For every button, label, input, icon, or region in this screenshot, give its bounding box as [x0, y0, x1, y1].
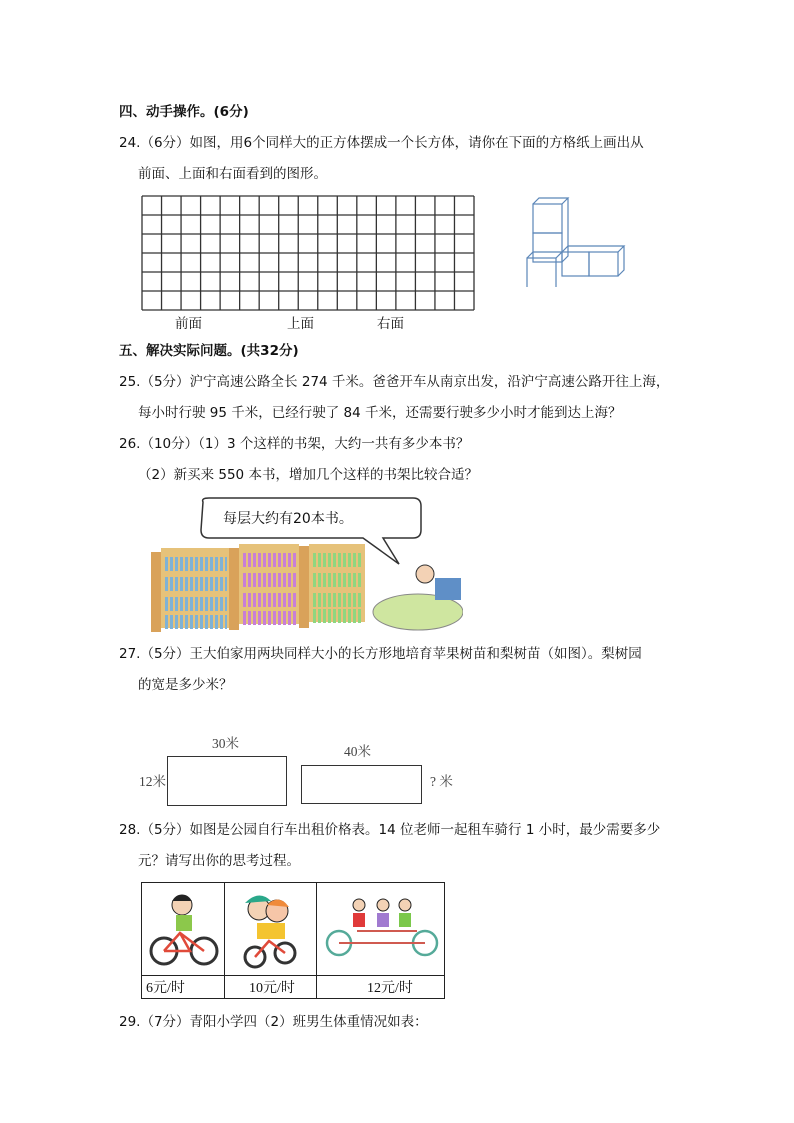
q27-text-line1: 27.（5分）王大伯家用两块同样大小的长方形地培育苹果树苗和梨树苗（如图）。梨树园	[119, 646, 642, 662]
rect1-length-label: 30米	[212, 736, 239, 751]
speech-bubble-text: 每层大约有20本书。	[223, 511, 353, 527]
price-single-bike: 6元/时	[142, 976, 225, 999]
single-bike-image	[142, 883, 225, 976]
cube-stack-figure	[525, 195, 630, 287]
pear-orchard-rectangle	[301, 765, 422, 804]
q24-text-line2: 前面、上面和右面看到的图形。	[138, 166, 327, 182]
q24-text-line1: 24.（6分）如图，用6个同样大的正方体摆成一个长方体，请你在下面的方格纸上画出从	[119, 135, 644, 151]
apple-orchard-rectangle	[167, 756, 287, 806]
q28-text-line1: 28.（5分）如图是公园自行车出租价格表。14 位老师一起租车骑行 1 小时，最少需要多少	[119, 822, 661, 838]
q29-text-line1: 29.（7分）青阳小学四（2）班男生体重情况如表：	[119, 1014, 428, 1030]
section-4-title: 四、动手操作。(6分)	[119, 104, 249, 120]
rect2-length-label: 40米	[344, 744, 371, 759]
grid-label-front: 前面	[175, 316, 202, 332]
q25-text-line1: 25.（5分）沪宁高速公路全长 274 千米。爸爸开车从南京出发，沿沪宁高速公路开往上海，	[119, 374, 670, 390]
q26-text-line1: 26.（10分）（1）3 个这样的书架，大约一共有多少本书？	[119, 436, 470, 452]
rect2-width-label: ? 米	[430, 774, 453, 789]
price-double-bike: 10元/时	[225, 976, 317, 999]
triple-bike-image	[317, 883, 445, 976]
double-bike-image	[225, 883, 317, 976]
section-5-title: 五、解决实际问题。(共32分)	[119, 343, 299, 359]
grid-label-top: 上面	[287, 316, 314, 332]
q26-text-line2: （2）新买来 550 本书，增加几个这样的书架比较合适？	[138, 467, 478, 483]
q27-text-line2: 的宽是多少米？	[138, 677, 233, 693]
grid-label-right: 右面	[377, 316, 404, 332]
price-triple-bike: 12元/时	[317, 976, 445, 999]
q28-text-line2: 元？请写出你的思考过程。	[138, 853, 300, 869]
bookshelf-illustration	[143, 494, 463, 634]
bike-rental-price-table	[141, 882, 445, 999]
square-grid-paper	[141, 195, 475, 311]
rect1-width-label: 12米	[139, 774, 166, 789]
q25-text-line2: 每小时行驶 95 千米，已经行驶了 84 千米，还需要行驶多少小时才能到达上海？	[138, 405, 622, 421]
